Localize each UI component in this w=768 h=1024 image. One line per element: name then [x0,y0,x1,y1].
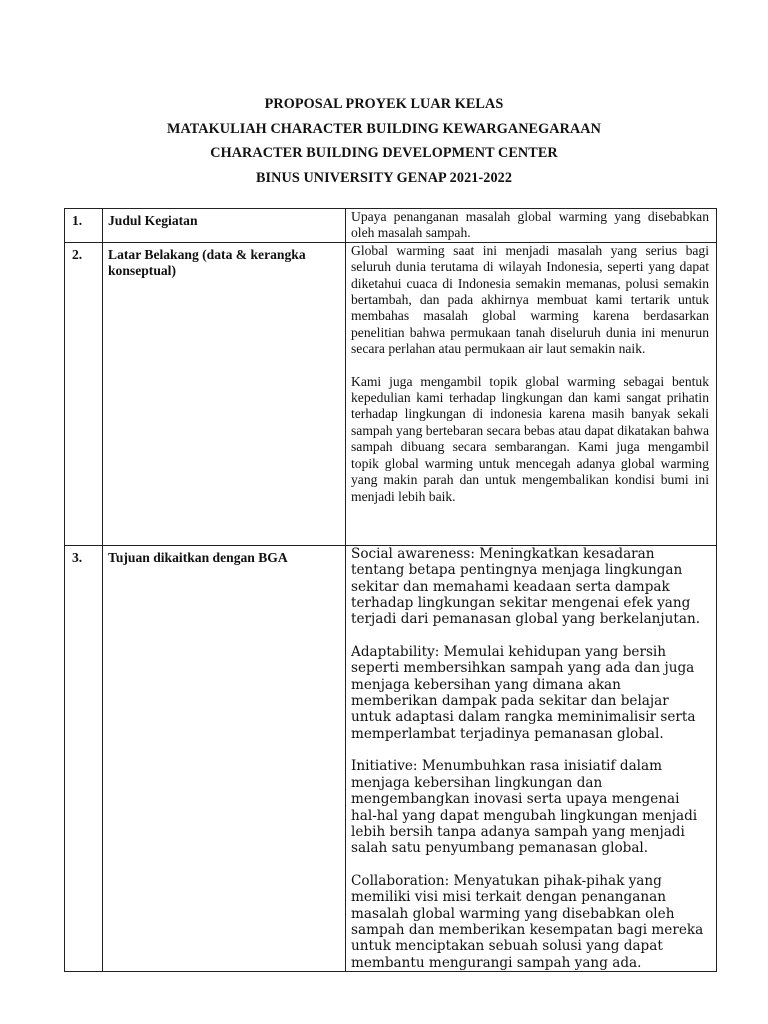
row-number: 1. [65,209,103,243]
title-line-3: CHARACTER BUILDING DEVELOPMENT CENTER [210,145,558,161]
content-paragraph: Collaboration: Menyatukan pihak-pihak yang memiliki visi misi terkait dengan penanganan masalah global warming yang disebabkan oleh sampah dan memberikan kesempatan bagi mereka untuk menciptakan sebuah solusi yang dapat membantu mengurangi sampah yang ada. [351,872,704,971]
title-line-1: PROPOSAL PROYEK LUAR KELAS [264,96,504,112]
table-row [65,545,717,971]
row-content [346,209,717,243]
row-content [346,545,717,971]
content-paragraph: Global warming saat ini menjadi masalah yang serius bagi seluruh dunia terutama di wilayah Indonesia, seperti yang dapat diketahui cuaca di Indonesia semakin memanas, polusi semakin bertambah, dan pada akhirnya membuat kami tertarik untuk membahas masalah global warming karena berdasarkan penelitian bahwa permukaan tanah diseluruh dunia ini menurun secara perlahan atau permukaan air laut semakin naik. [351,242,709,357]
content-paragraph: Initiative: Menumbuhkan rasa inisiatif dalam menjaga kebersihan lingkungan dan mengembangkan inovasi serta upaya mengenai hal-hal yang dapat mengubah lingkungan menjadi lebih bersih tanpa adanya sampah yang menjadi salah satu penyumbang pemanasan global. [351,758,698,857]
row-number: 2. [65,242,103,545]
content-paragraph: Social awareness: Meningkatkan kesadaran tentang betapa pentingnya menjaga lingkungan sekitar dan memahami keadaan serta dampak terhadap lingkungan sekitar mengenai efek yang terjadi dari pemanasan global yang berkelanjutan. [351,545,701,628]
content-paragraph: Upaya penanganan masalah global warming yang disebabkan oleh masalah sampah. [351,209,709,241]
content-paragraph: Adaptability: Memulai kehidupan yang bersih seperti membersihkan sampah yang ada dan juga menjaga kebersihan yang dimana akan memberikan dampak pada sekitar dan belajar untuk adaptasi dalam rangka meminimalisir serta memperlambat terjadinya pemanasan global. [351,643,696,742]
row-label: Tujuan dikaitkan dengan BGA [103,545,346,971]
row-label: Judul Kegiatan [103,209,346,243]
row-label: Latar Belakang (data & kerangka konseptual) [103,242,346,545]
content-paragraph: Kami juga mengambil topik global warming sebagai bentuk kepedulian kami terhadap lingkungan dan kami sangat prihatin terhadap lingkungan di indonesia karena masih banyak sekali sampah yang bertebaran secara bebas atau dapat dikatakan bahwa sampah dibuang secara sembarangan. Kami juga mengambil topik global warming untuk mencegah adanya global warming yang makin parah dan untuk mengembalikan kondisi bumi ini menjadi lebih baik. [351,373,709,504]
row-number: 3. [65,545,103,971]
row-content [346,242,717,545]
title-line-2: MATAKULIAH CHARACTER BUILDING KEWARGANEGARAAN [167,120,601,137]
document-header [0,92,768,190]
title-line-4: BINUS UNIVERSITY GENAP 2021-2022 [255,169,513,186]
table-row [65,242,717,545]
table-row [65,209,717,243]
proposal-table [64,208,717,972]
